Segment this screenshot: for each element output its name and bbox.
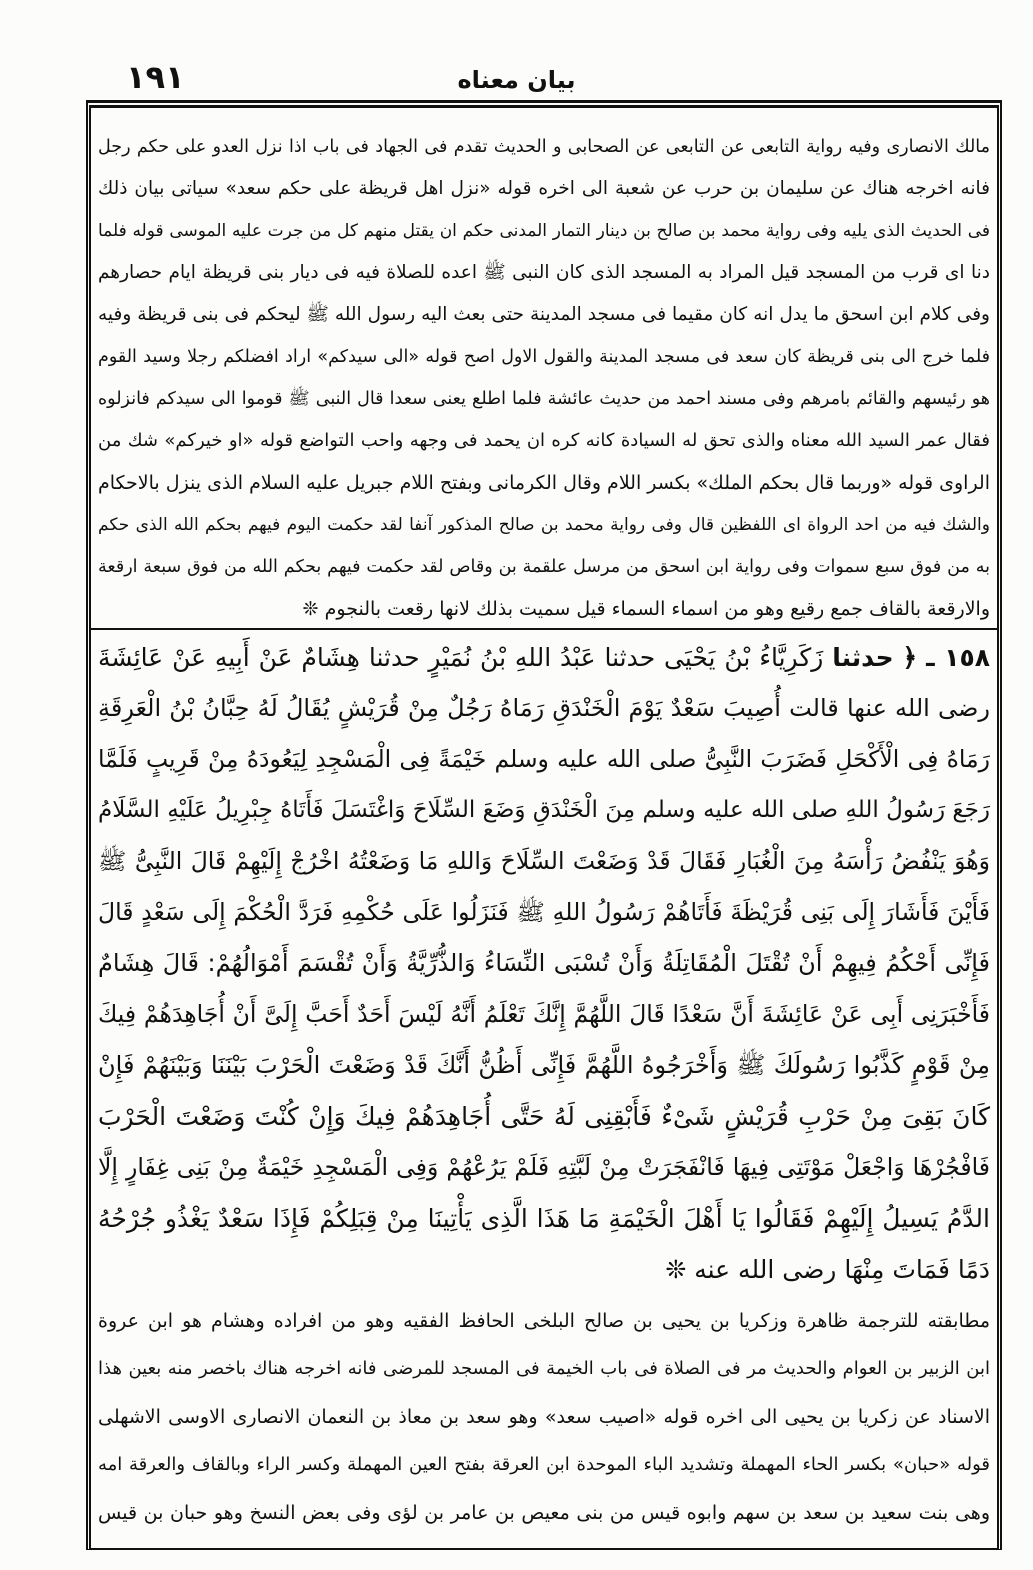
commentary-line: مطابقته للترجمة ظاهرة وزكريا بن يحيى بن صالح البلخى الحافظ الفقيه وهو من افراده وهشام هو ابن عروة <box>98 1310 990 1332</box>
hadith-opening: حدثنا <box>832 643 894 672</box>
commentary-line: دنا اى قرب من المسجد قيل المراد به المسجد الذى كان النبى ﷺ اعده للصلاة فيه فى ديار بنى قريظة ايام حصارهم <box>98 262 990 283</box>
hadith-line: فَأَخْبَرَنِى أَبِى عَنْ عَائِشَةَ أَنَّ سَعْدًا قَالَ اللَّهُمَّ إِنَّكَ تَعْلَمُ أَنَّهُ لَيْسَ أَحَدٌ أَحَبَّ إِلَىَّ أَنْ أُجَاهِدَهُمْ فِيكَ <box>98 1000 990 1028</box>
commentary-line: فلما خرج الى بنى قريظة كان سعد فى مسجد المدينة والقول الاول اصح قوله «الى سيدكم» اراد افضلكم رجلا وسيد القوم <box>98 347 990 367</box>
commentary-line: فانه اخرجه هناك عن سليمان بن حرب عن شعبة الى اخره قوله «نزل اهل قريظة على حكم سعد» سياتى بيان ذلك <box>98 178 990 199</box>
hadith-line: مِنْ قَوْمٍ كَذَّبُوا رَسُولَكَ ﷺ وَأَخْرَجُوهُ اللَّهُمَّ فَإِنِّى أَظُنُّ أَنَّكَ قَدْ وَضَعْتَ الْحَرْبَ بَيْنَنَا وَبَيْنَهُمْ فَإِنْ <box>98 1051 990 1079</box>
hadith-line: رَمَاهُ فِى الْأَكْحَلِ فَضَرَبَ النَّبِىُّ صلى الله عليه وسلم خَيْمَةً فِى الْمَسْجِدِ لِيَعُودَهُ مِنْ قَرِيبٍ فَلَمَّا <box>98 745 990 773</box>
commentary-line: قوله «حبان» بكسر الحاء المهملة وتشديد الباء الموحدة ابن العرقة بفتح العين المهملة وكسر الراء وبالقاف والعرقة امه <box>98 1454 990 1475</box>
commentary-line: والشك فيه من احد الرواة اى اللفظين قال وفى رواية محمد بن صالح المذكور آنفا لقد حكمت اليوم فيهم بحكم الله الذى حكم <box>98 515 990 535</box>
commentary-line: والارقعة بالقاف جمع رقيع وهو من اسماء السماء قيل سميت بذلك لانها رقعت بالنجوم ❊ <box>302 598 990 620</box>
hadith-line: وَهُوَ يَنْفُضُ رَأْسَهُ مِنَ الْغُبَارِ فَقَالَ قَدْ وَضَعْتَ السِّلَاحَ وَاللهِ مَا وَضَعْتُهُ اخْرُجْ إِلَيْهِمْ قَالَ النَّبِىُّ ﷺ <box>98 847 990 875</box>
page-number: ١٩١ <box>126 58 185 96</box>
commentary-line: مالك الانصارى وفيه رواية التابعى عن التابعى عن الصحابى و الحديث تقدم فى الجهاد فى باب اذا نزل العدو على حكم رجل <box>98 137 990 157</box>
hadith-line: دَمًا فَمَاتَ مِنْهَا رضى الله عنه ❊ <box>665 1255 990 1284</box>
hadith-line: رضى الله عنها قالت أُصِيبَ سَعْدٌ يَوْمَ الْخَنْدَقِ رَمَاهُ رَجُلٌ مِنْ قُرَيْشٍ يُقَالُ لَهُ حِبَّانُ بْنُ الْعَرِقَةِ <box>98 694 990 722</box>
commentary-line: فقال عمر السيد الله معناه والذى تحق له السيادة كانه كره ان يحمد فى وجهه واحب التواضع قوله «او خيركم» شك من <box>98 430 990 451</box>
commentary-line: به من فوق سبع سموات وفى رواية ابن اسحق من مرسل علقمة بن وقاص لقد حكمت فيهم بحكم الله من فوق سبعة ارقعة <box>98 557 990 577</box>
commentary-top <box>98 126 990 630</box>
hadith-line: فَإِنِّى أَحْكُمُ فِيهِمْ أَنْ تُقْتَلَ الْمُقَاتِلَةُ وَأَنْ تُسْبَى النِّسَاءُ وَالذُّرِّيَّةُ وَأَنْ تُقْسَمَ أَمْوَالُهُمْ: قَالَ هِشَامٌ <box>98 949 990 977</box>
hadith-line: كَانَ بَقِىَ مِنْ حَرْبِ قُرَيْشٍ شَىْءٌ فَأَبْقِنِى لَهُ حَتَّى أُجَاهِدَهُمْ فِيكَ وَإِنْ كُنْتَ وَضَعْتَ الْحَرْبَ <box>98 1102 990 1131</box>
hadith-number: ١٥٨ ـ <box>926 643 991 672</box>
commentary-line: الراوى قوله «وربما قال بحكم الملك» بكسر اللام وقال الكرمانى وبفتح اللام جبريل عليه السلام الذى ينزل بالاحكام <box>98 472 990 494</box>
section-divider <box>91 628 997 630</box>
hadith-line-text: زَكَرِيَّاءُ بْنُ يَحْيَى حدثنا عَبْدُ اللهِ بْنُ نُمَيْرٍ حدثنا هِشَامٌ عَنْ أَبِيهِ عَنْ عَائِشَةَ <box>98 643 824 672</box>
commentary-line: وفى كلام ابن اسحق ما يدل انه كان مقيما فى مسجد المدينة حتى بعث اليه رسول الله ﷺ ليحكم فى بنى قريظة وفيه <box>98 304 990 325</box>
running-title: بيان معناه <box>457 66 576 94</box>
commentary-line: الاسناد عن زكريا بن يحيى الى اخره قوله «اصيب سعد» وهو سعد بن معاذ بن النعمان الانصارى الاوسى الاشهلى <box>98 1406 990 1428</box>
hadith-line: فَأَيْنَ فَأَشَارَ إِلَى بَنِى قُرَيْظَةَ فَأَتَاهُمْ رَسُولُ اللهِ ﷺ فَنَزَلُوا عَلَى حُكْمِهِ فَرَدَّ الْحُكْمَ إِلَى سَعْدٍ قَالَ <box>98 898 990 926</box>
commentary-line: ابن الزبير بن العوام والحديث مر فى الصلاة فى باب الخيمة فى المسجد للمرضى فانه اخرجه هناك باخصر منه بعين هذا <box>98 1358 990 1379</box>
hadith-line: رَجَعَ رَسُولُ اللهِ صلى الله عليه وسلم مِنَ الْخَنْدَقِ وَضَعَ السِّلَاحَ وَاغْتَسَلَ فَأَتَاهُ جِبْرِيلُ عَلَيْهِ السَّلَامُ <box>98 797 990 823</box>
hadith-text <box>98 632 990 1295</box>
hadith-line: الدَّمُ يَسِيلُ إِلَيْهِمْ فَقَالُوا يَا أَهْلَ الْخَيْمَةِ مَا هَذَا الَّذِى يَأْتِينَا مِنْ قِبَلِكُمْ فَإِذَا سَعْدٌ يَغْذُو جُرْحُهُ <box>98 1204 990 1233</box>
commentary-line: هو رئيسهم والقائم بامرهم وفى مسند احمد من حديث عائشة فلما اطلع يعنى سعدا قال النبى ﷺ قوموا الى سيدكم فانزلوه <box>98 389 990 409</box>
commentary-line: وهى بنت سعيد بن سعد بن سهم وابوه قيس من بنى معيص بن عامر بن لؤى وفى بعض النسخ وهو حبان بن قيس <box>98 1502 990 1524</box>
commentary-bottom <box>98 1297 990 1537</box>
commentary-line: فى الحديث الذى يليه وفى رواية محمد بن صالح بن دينار التمار المدنى حكم ان يقتل منهم كل من جرت عليه الموسى قوله فلما <box>98 221 990 241</box>
hadith-marker: ﴿ <box>902 643 918 672</box>
hadith-line <box>98 632 990 683</box>
hadith-line: فَافْجُرْهَا وَاجْعَلْ مَوْتَتِى فِيهَا فَانْفَجَرَتْ مِنْ لَبَّتِهِ فَلَمْ يَرُعْهُمْ وَفِى الْمَسْجِدِ خَيْمَةٌ مِنْ بَنِى غِفَارٍ إِلَّا <box>98 1153 990 1181</box>
